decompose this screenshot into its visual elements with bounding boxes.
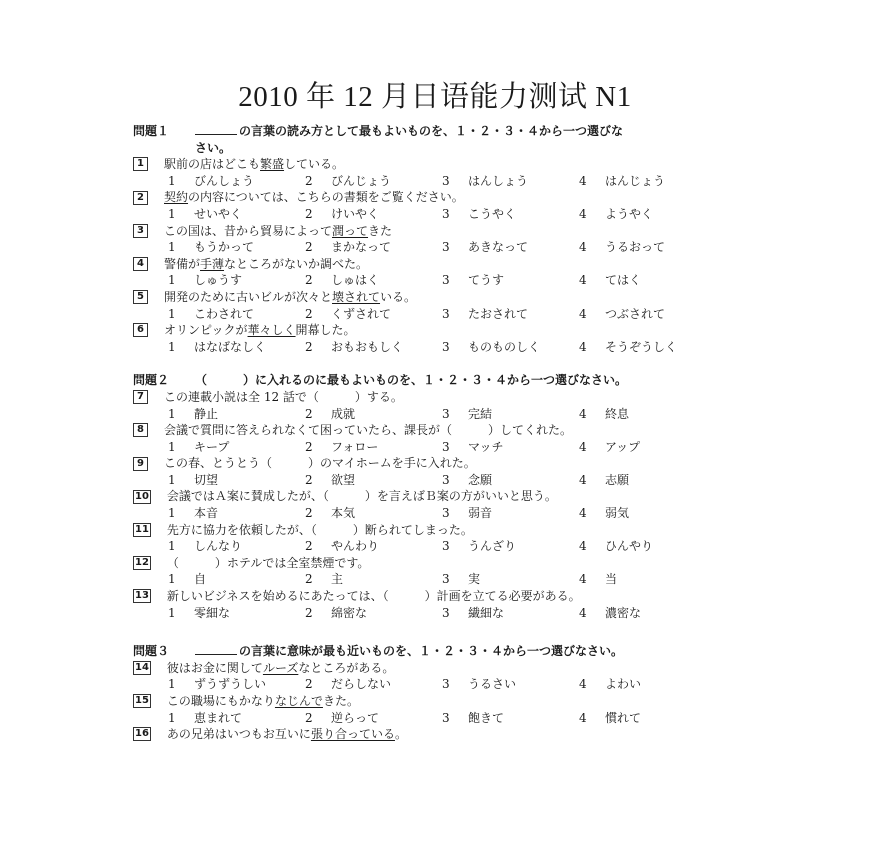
option-text: 本気 [331, 506, 356, 521]
question-text [164, 322, 356, 339]
question-text [164, 455, 476, 472]
question-number-box: 15 [135, 695, 149, 707]
question-number-box: 11 [135, 523, 149, 535]
answer-options [133, 676, 753, 693]
option-number: 1 [168, 173, 176, 188]
question-text-pre: この春、とうとう（ ）のマイホームを手に入れた。 [164, 456, 476, 471]
answer-option [442, 406, 579, 423]
option-number: 3 [442, 406, 450, 421]
option-text: 欲望 [331, 472, 356, 487]
answer-option [168, 406, 305, 423]
question-number-box: 7 [133, 390, 148, 404]
question-text [167, 693, 359, 710]
question-text [164, 256, 368, 273]
option-text: てうす [468, 273, 505, 288]
instruction-text: （ ）に入れるのに最もよいものを、１・２・３・４から一つ選びなさい。 [195, 373, 628, 388]
question-text-pre: 会議ではＡ案に賛成したが、（ ）を言えばＢ案の方がいいと思う。 [166, 489, 557, 504]
option-text: びんしょう [194, 173, 255, 188]
option-number: 1 [168, 539, 176, 554]
answer-option [168, 538, 305, 555]
option-text: 終息 [605, 406, 630, 421]
instruction-text: の言葉の読み方として最もよいものを、１・２・３・４から一つ選びな [239, 124, 624, 138]
option-text: 当 [605, 572, 618, 587]
answer-options [133, 173, 753, 190]
answer-options [133, 272, 753, 289]
answer-option [168, 439, 305, 456]
answer-option [442, 538, 579, 555]
answer-option [305, 439, 442, 456]
option-number: 1 [168, 710, 176, 725]
option-number: 2 [305, 572, 313, 587]
option-number: 1 [168, 506, 176, 521]
question [133, 256, 753, 273]
option-text: だらしない [331, 677, 392, 692]
question [133, 555, 753, 572]
section-instruction [195, 643, 623, 660]
answer-option [168, 571, 305, 588]
answer-option [168, 472, 305, 489]
option-text: 零細な [194, 605, 231, 620]
question [133, 289, 753, 306]
answer-option [442, 605, 579, 622]
answer-option [168, 605, 305, 622]
section-instruction [195, 372, 627, 389]
option-text: たおされて [468, 306, 529, 321]
answer-option [579, 206, 716, 223]
answer-option [579, 472, 716, 489]
underlined-word: 張り合っている [310, 727, 395, 742]
option-number: 2 [305, 306, 313, 321]
answer-option [168, 505, 305, 522]
option-text: おもおもしく [331, 339, 404, 354]
option-number: 2 [305, 710, 313, 725]
option-number: 2 [305, 206, 313, 221]
answer-option [305, 676, 442, 693]
option-text: はんじょう [605, 173, 666, 188]
underlined-word: 契約 [164, 190, 189, 205]
option-text: こうやく [468, 206, 517, 221]
answer-options [133, 538, 753, 555]
option-text: フォロー [331, 439, 379, 454]
answer-option [442, 206, 579, 223]
question-number-box: 14 [135, 662, 149, 674]
section-header [133, 372, 753, 389]
option-text: しゅうす [194, 273, 243, 288]
option-text: 静止 [194, 406, 219, 421]
option-number: 3 [442, 273, 450, 288]
question-text-post: きた [368, 223, 393, 238]
option-text: てはく [605, 273, 642, 288]
answer-option [442, 339, 579, 356]
option-number: 3 [442, 206, 450, 221]
question [133, 455, 753, 472]
option-text: アップ [605, 439, 641, 454]
section-label: 問題２ [133, 373, 170, 388]
question-text-pre: この国は、昔から貿易によって [164, 223, 333, 238]
question [133, 488, 753, 505]
option-text: うるおって [605, 240, 666, 255]
question-text-pre: この連載小説は全 12 話で（ ）する。 [164, 389, 403, 404]
answer-option [168, 339, 305, 356]
option-number: 1 [168, 677, 176, 692]
question-text [167, 588, 581, 605]
answer-options [133, 571, 753, 588]
answer-option [442, 173, 579, 190]
option-number: 4 [579, 539, 587, 554]
question [133, 588, 753, 605]
option-number: 4 [579, 677, 587, 692]
question-text-pre: （ ）ホテルでは全室禁煙です。 [166, 555, 370, 570]
answer-option [579, 306, 716, 323]
answer-option [442, 472, 579, 489]
option-number: 3 [442, 572, 450, 587]
underlined-word: 繁盛 [260, 157, 285, 172]
question-text-pre: 開発のために古いビルが次々と [164, 289, 333, 304]
underlined-word: ルーズ [262, 660, 299, 675]
question-text [167, 555, 369, 572]
option-number: 3 [442, 506, 450, 521]
option-number: 1 [168, 605, 176, 620]
answer-option [305, 339, 442, 356]
question-text [164, 223, 392, 240]
answer-option [579, 676, 716, 693]
option-text: くずされて [331, 306, 392, 321]
question [133, 726, 753, 743]
question-text-post: なところがある。 [298, 660, 395, 675]
option-text: びんじょう [331, 173, 392, 188]
option-text: せいやく [194, 206, 243, 221]
option-text: よわい [605, 677, 642, 692]
document-title: 2010 年 12 月日语能力测试 N1 [238, 81, 632, 113]
option-number: 3 [442, 710, 450, 725]
option-number: 3 [442, 339, 450, 354]
option-text: 実 [468, 572, 481, 587]
question-number-box: 3 [133, 224, 148, 238]
answer-option [579, 339, 716, 356]
question-text-pre: 彼はお金に関して [166, 660, 263, 675]
answer-option [305, 538, 442, 555]
instruction-text: の言葉に意味が最も近いものを、１・２・３・４から一つ選びなさい。 [239, 644, 624, 659]
option-text: うんざり [468, 539, 517, 554]
option-number: 2 [305, 539, 313, 554]
answer-option [168, 173, 305, 190]
exam-document [133, 123, 753, 760]
option-text: しゅはく [331, 273, 380, 288]
option-text: 濃密な [605, 605, 642, 620]
answer-option [442, 505, 579, 522]
question-number-box: 4 [133, 257, 148, 271]
option-text: 慣れて [605, 710, 642, 725]
answer-option [305, 571, 442, 588]
answer-option [442, 710, 579, 727]
underline-blank [195, 123, 237, 135]
option-number: 1 [168, 406, 176, 421]
question-number-box: 1 [133, 157, 148, 171]
option-text: 成就 [331, 406, 356, 421]
question-text-pre: この職場にもかなり [166, 694, 275, 708]
option-text: 逆らって [331, 710, 380, 725]
option-number: 4 [579, 506, 587, 521]
underlined-word: 華々しく [247, 323, 296, 338]
answer-options [133, 206, 753, 223]
answer-option [305, 239, 442, 256]
answer-option [579, 439, 716, 456]
option-number: 4 [579, 306, 587, 321]
answer-options [133, 605, 753, 622]
question-text [164, 389, 403, 406]
option-text: 志願 [605, 472, 630, 487]
question-text [164, 422, 572, 439]
option-number: 3 [442, 240, 450, 255]
option-number: 4 [579, 273, 587, 288]
option-number: 3 [442, 472, 450, 487]
answer-options [133, 710, 753, 727]
answer-option [579, 605, 716, 622]
option-text: けいやく [331, 206, 380, 221]
option-text: 弱音 [468, 506, 493, 521]
answer-options [133, 306, 753, 323]
question-number-box: 8 [133, 423, 148, 437]
question-text [164, 156, 344, 173]
option-number: 4 [579, 406, 587, 421]
question [133, 522, 753, 539]
question-text-pre: 先方に協力を依頼したが、（ ）断られてしまった。 [166, 522, 473, 537]
answer-option [305, 173, 442, 190]
option-number: 2 [305, 273, 313, 288]
option-number: 4 [579, 472, 587, 487]
section-header [133, 123, 753, 156]
answer-options [133, 339, 753, 356]
question-text-pre: あの兄弟はいつもお互いに [166, 727, 311, 742]
answer-option [168, 272, 305, 289]
question-text-post: 開幕した。 [295, 323, 356, 338]
option-number: 2 [305, 240, 313, 255]
section-label: 問題１ [133, 124, 170, 138]
answer-option [579, 538, 716, 555]
option-text: マッチ [468, 439, 504, 454]
option-number: 2 [305, 406, 313, 421]
answer-options [133, 439, 753, 456]
option-number: 3 [442, 306, 450, 321]
answer-options [133, 239, 753, 256]
option-number: 2 [305, 506, 313, 521]
option-text: 綿密な [331, 605, 368, 620]
question-text-pre: オリンピックが [164, 323, 248, 338]
option-number: 4 [579, 605, 587, 620]
option-text: ものものしく [468, 339, 541, 354]
option-text: うるさい [468, 677, 517, 692]
option-number: 1 [168, 472, 176, 487]
answer-option [305, 206, 442, 223]
question [133, 660, 753, 677]
option-text: はなばなしく [194, 339, 267, 354]
answer-option [305, 472, 442, 489]
option-text: 本音 [194, 506, 219, 521]
option-text: 弱気 [605, 506, 630, 521]
question [133, 322, 753, 339]
question-number-box: 6 [133, 323, 148, 337]
option-number: 2 [305, 605, 313, 620]
option-number: 4 [579, 339, 587, 354]
answer-option [305, 710, 442, 727]
option-text: 完結 [468, 406, 493, 421]
question [133, 693, 753, 710]
question [133, 422, 753, 439]
option-text: まかなって [331, 240, 392, 255]
question-number-box: 16 [135, 728, 149, 740]
question-number-box: 2 [133, 191, 148, 205]
underline-blank [195, 643, 237, 655]
option-text: そうぞうしく [605, 339, 678, 354]
answer-option [579, 272, 716, 289]
answer-option [579, 571, 716, 588]
question-text-post: いる。 [380, 289, 417, 304]
section-1 [133, 123, 753, 355]
option-text: やんわり [331, 539, 380, 554]
option-number: 4 [579, 173, 587, 188]
question-number-box: 5 [133, 290, 148, 304]
question-number-box: 10 [135, 490, 149, 502]
option-text: 主 [331, 572, 344, 587]
section-header [133, 643, 753, 660]
answer-option [168, 206, 305, 223]
option-text: キープ [194, 439, 230, 454]
option-text: 切望 [194, 472, 219, 487]
question-text [167, 488, 557, 505]
question-text [167, 726, 407, 743]
answer-option [168, 306, 305, 323]
question [133, 156, 753, 173]
question-number-box: 9 [133, 457, 148, 471]
answer-option [579, 505, 716, 522]
option-number: 3 [442, 677, 450, 692]
answer-option [442, 676, 579, 693]
answer-option [579, 173, 716, 190]
question [133, 189, 753, 206]
option-text: つぶされて [605, 306, 666, 321]
question-text-pre: 警備が [164, 256, 201, 271]
option-number: 1 [168, 306, 176, 321]
section-2 [133, 372, 753, 621]
question-text [167, 522, 473, 539]
option-number: 3 [442, 605, 450, 620]
option-number: 1 [168, 240, 176, 255]
question-text-post: している。 [284, 157, 345, 172]
section-instruction [195, 123, 623, 156]
option-number: 1 [168, 439, 176, 454]
option-number: 4 [579, 572, 587, 587]
option-number: 1 [168, 206, 176, 221]
option-number: 1 [168, 572, 176, 587]
option-number: 2 [305, 677, 313, 692]
answer-option [442, 239, 579, 256]
underlined-word: なじんで [274, 694, 323, 708]
answer-options [133, 406, 753, 423]
question-text-pre: 新しいビジネスを始めるにあたっては、（ ）計画を立てる必要がある。 [166, 589, 581, 604]
answer-option [168, 239, 305, 256]
option-number: 4 [579, 710, 587, 725]
question-text-post: きた。 [322, 694, 359, 708]
question-text [164, 189, 464, 206]
answer-options [133, 472, 753, 489]
option-text: 飽きて [468, 710, 505, 725]
option-text: こわされて [194, 306, 255, 321]
answer-option [579, 239, 716, 256]
option-text: 繊細な [468, 605, 505, 620]
question-text-pre: 会議で質問に答えられなくて困っていたら、課長が（ ）してくれた。 [164, 423, 573, 438]
option-number: 3 [442, 439, 450, 454]
option-number: 1 [168, 339, 176, 354]
answer-option [305, 272, 442, 289]
question-text [167, 660, 394, 677]
option-text: 自 [194, 572, 207, 587]
question-text-post: 。 [394, 727, 407, 742]
option-text: あきなって [468, 240, 529, 255]
underlined-word: 壊されて [332, 289, 381, 304]
question-number-box: 12 [135, 557, 149, 569]
answer-option [168, 710, 305, 727]
question-text-pre: 駅前の店はどこも [164, 157, 261, 172]
option-number: 4 [579, 240, 587, 255]
instruction-text-cont: さい。 [195, 140, 232, 155]
answer-option [305, 306, 442, 323]
option-number: 3 [442, 173, 450, 188]
answer-option [305, 505, 442, 522]
underlined-word: 手薄 [200, 256, 225, 271]
answer-option [442, 306, 579, 323]
option-text: しんなり [194, 539, 243, 554]
option-number: 2 [305, 339, 313, 354]
option-number: 2 [305, 439, 313, 454]
question-text-post: の内容については、こちらの書類をご覧ください。 [188, 190, 464, 205]
question-text [164, 289, 416, 306]
answer-option [442, 272, 579, 289]
option-number: 2 [305, 173, 313, 188]
option-number: 4 [579, 439, 587, 454]
option-text: ようやく [605, 206, 654, 221]
answer-option [168, 676, 305, 693]
underlined-word: 潤って [332, 223, 369, 238]
answer-options [133, 505, 753, 522]
option-number: 4 [579, 206, 587, 221]
answer-option [579, 710, 716, 727]
option-number: 3 [442, 539, 450, 554]
option-text: ひんやり [605, 539, 654, 554]
question-number-box: 13 [135, 590, 149, 602]
option-text: ずうずうしい [194, 677, 267, 692]
answer-option [442, 439, 579, 456]
answer-option [442, 571, 579, 588]
option-text: はんしょう [468, 173, 529, 188]
answer-option [305, 605, 442, 622]
option-text: 恵まれて [194, 710, 243, 725]
option-text: 念願 [468, 472, 493, 487]
option-number: 1 [168, 273, 176, 288]
answer-option [579, 406, 716, 423]
option-text: もうかって [194, 240, 255, 255]
section-label: 問題３ [133, 644, 170, 659]
question-text-post: なところがないか調べた。 [224, 256, 369, 271]
answer-option [305, 406, 442, 423]
option-number: 2 [305, 472, 313, 487]
section-3 [133, 643, 753, 743]
question [133, 389, 753, 406]
question [133, 223, 753, 240]
